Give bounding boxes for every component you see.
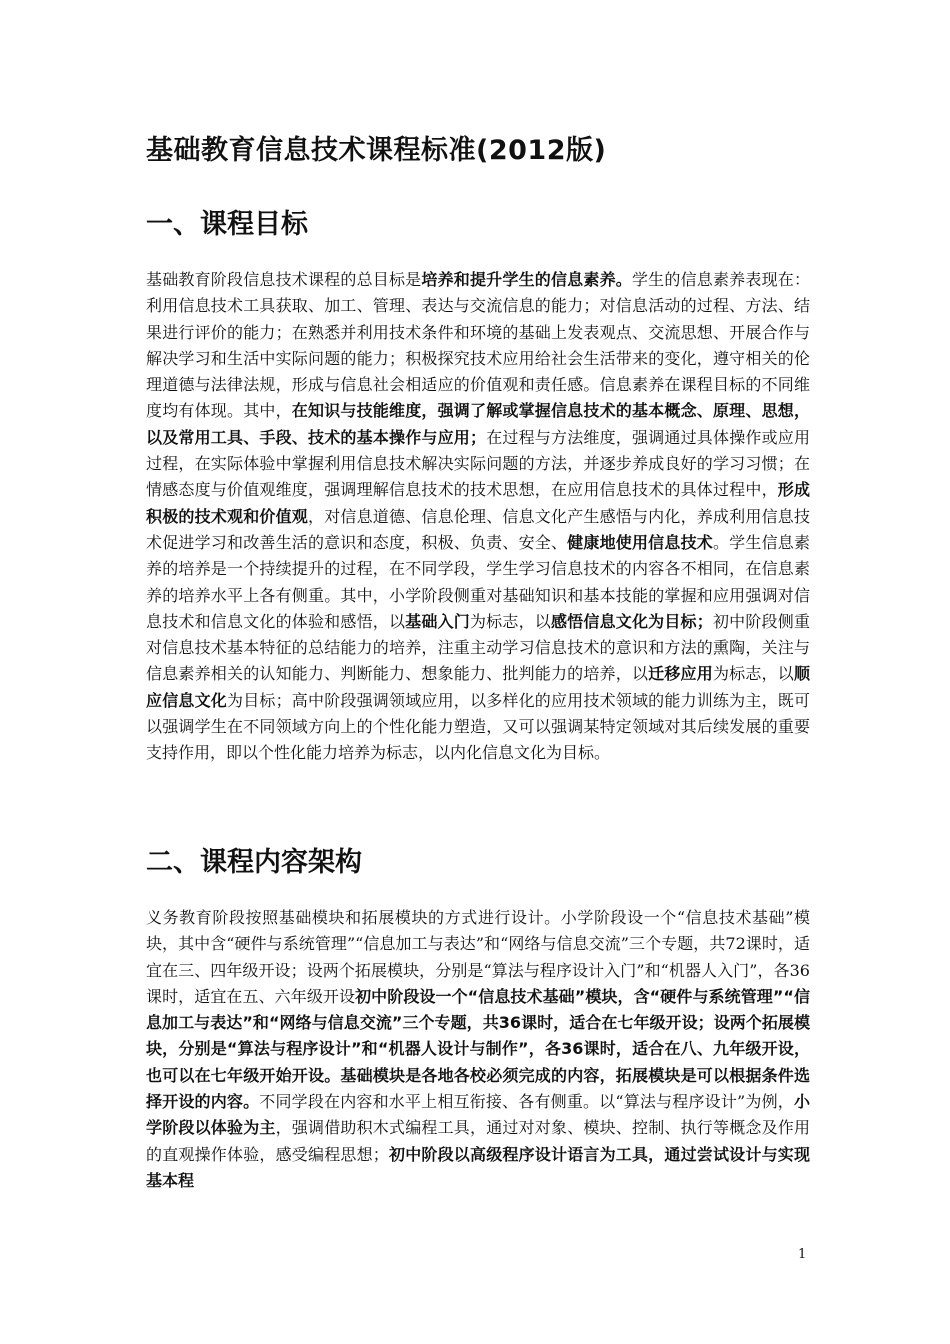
bold-text-run: 顺应信息文化 — [146, 664, 810, 710]
text-run: 初中阶段侧重对信息技术基本特征的总结能力的培养，注重主动学习信息技术的意识和方法的熏陶，关注与信息素养相关的认知能力、判断能力、想象能力、批判能力的培养，以 — [146, 611, 810, 684]
bold-text-run: 基础入门 — [405, 611, 470, 631]
page-number: 1 — [798, 1247, 807, 1262]
text-run: 为标志，以 — [469, 611, 551, 631]
text-run: 义务教育阶段按照基础模块和拓展模块的方式进行设计。小学阶段设一个“信息技术基础”模块，其中含“硬件与系统管理”“信息加工与表达”和“网络与信息交流”三个专题，共72课时，适宜在三、四年级开设；设两个拓展模块，分别是“算法与程序设计入门”和“机器人入门”，各36课时，适宜在五、六年级开设 — [146, 908, 810, 1006]
text-run: 学生的信息素养表现在：利用信息技术工具获取、加工、管理、表达与交流信息的能力；对信息活动的过程、方法、结果进行评价的能力；在熟悉并利用技术条件和环境的基础上发表观点、交流思想、开展合作与解决学习和生活中实际问题的能力；积极探究技术应用给社会生活带来的变化，遵守相关的伦理道德与法律法规，形成与信息社会相适应的价值观和责任感。信息素养在课程目标的不同维度均有体现。其中， — [146, 270, 810, 421]
document-title: 基础教育信息技术课程标准(2012版) — [146, 135, 607, 166]
text-run: 。学生信息素养的培养是一个持续提升的过程，在不同学段，学生学习信息技术的内容各不相同，在信息素养的培养水平上各有侧重。其中，小学阶段侧重对基础知识和基本技能的掌握和应用强调对信息技术和信息文化的体验和感悟，以 — [146, 532, 810, 631]
bold-text-run: 培养和提升学生的信息素养。 — [421, 270, 632, 289]
section-content-paragraph — [146, 905, 810, 1194]
text-run: 不同学段在内容和水平上相互衔接、各有侧重。以“算法与程序设计”为例， — [259, 1092, 794, 1112]
text-run: 基础教育阶段信息技术课程的总目标是 — [146, 270, 422, 289]
text-run: 在过程与方法维度，强调通过具体操作或应用过程，在实际体验中掌握利用信息技术解决实际问题的方法，并逐步养成良好的学习习惯；在情感态度与价值观维度，强调理解信息技术的技术思想，在应用信息技术的具体过程中， — [146, 427, 810, 500]
bold-text-run: 感悟信息文化为目标； — [550, 611, 713, 631]
text-run: 为标志，以 — [712, 664, 794, 684]
text-run: ，强调借助积木式编程工具，通过对对象、模块、控制、执行等概念及作用的直观操作体验，感受编程思想； — [146, 1118, 810, 1164]
bold-text-run: 初中阶段以高级程序设计语言为工具，通过尝试设计与实现基本程 — [146, 1144, 810, 1190]
bold-text-run: 形成积极的技术观和价值观 — [146, 480, 810, 526]
bold-text-run: 健康地使用信息技术 — [567, 532, 713, 552]
section-goals-paragraph — [146, 267, 810, 767]
bold-text-run: 初中阶段设一个“信息技术基础”模块，含“硬件与系统管理”“信息加工与表达”和“网络与信息交流”三个专题，共36课时，适合在七年级开设；设两个拓展模块，分别是“算法与程序设计”和“机器人设计与制作”，各36课时，适合在八、九年级开设，也可以在七年级开始开设。基础模块是各地各校必须完成的内容，拓展模块是可以根据条件选择开设的内容。 — [146, 986, 810, 1112]
bold-text-run: 在知识与技能维度，强调了解或掌握信息技术的基本概念、原理、思想，以及常用工具、手段、技术的基本操作与应用； — [146, 401, 810, 447]
section-heading-goals: 一、课程目标 — [146, 209, 308, 240]
text-run: ，对信息道德、信息伦理、信息文化产生感悟与内化，养成利用信息技术促进学习和改善生活的意识和态度，积极、负责、安全、 — [146, 506, 810, 552]
bold-text-run: 小学阶段以体验为主 — [146, 1092, 810, 1138]
bold-text-run: 迁移应用 — [648, 664, 713, 684]
text-run: 为目标；高中阶段强调领域应用，以多样化的应用技术领域的能力训练为主，既可以强调学生在不同领域方向上的个性化能力塑造，又可以强调某特定领域对其后续发展的重要支持作用，即以个性化能力培养为标志，以内化信息文化为目标。 — [146, 690, 810, 763]
section-heading-content: 二、课程内容架构 — [146, 847, 362, 878]
